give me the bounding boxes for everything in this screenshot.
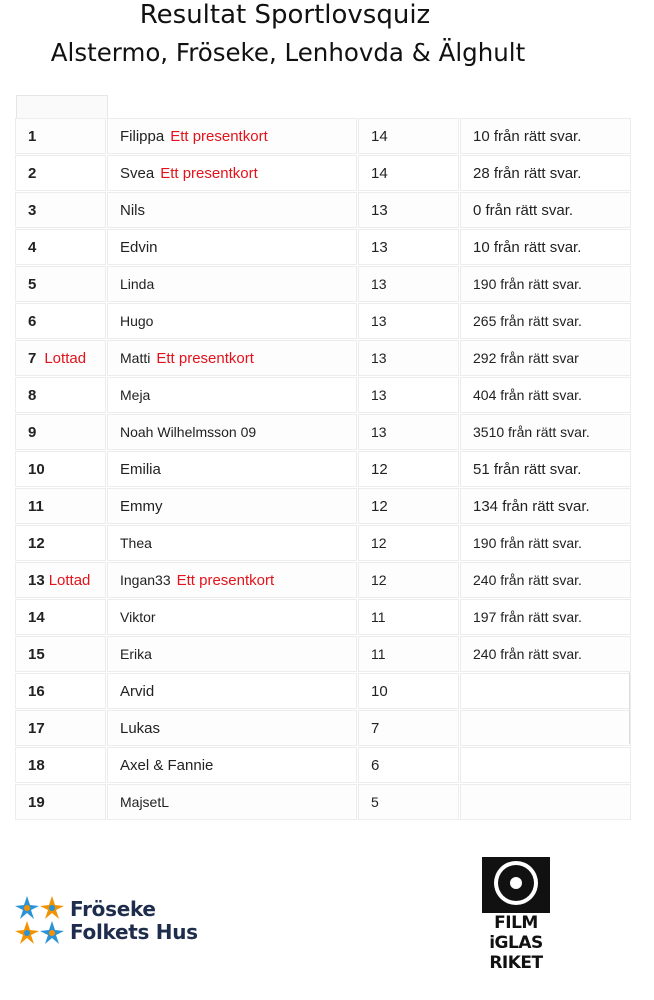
- rank-value: 12: [28, 534, 45, 552]
- film-logo-text: [478, 913, 554, 973]
- score-cell: 12: [359, 452, 458, 486]
- score-cell: 13: [359, 304, 458, 338]
- name-cell: [108, 341, 356, 375]
- distance-cell: [461, 674, 630, 708]
- rank-cell: [16, 452, 105, 486]
- score-cell: 13: [359, 415, 458, 449]
- distance-cell: 0 från rätt svar.: [461, 193, 630, 227]
- participant-name: Erika: [120, 646, 152, 662]
- score-cell: 7: [359, 711, 458, 745]
- distance-cell: [461, 748, 630, 782]
- table-row: [16, 192, 630, 229]
- table-row: [16, 303, 630, 340]
- name-cell: [108, 378, 356, 412]
- distance-cell: [461, 711, 630, 745]
- rank-cell: [16, 600, 105, 634]
- name-cell: [108, 637, 356, 671]
- table-row: [16, 599, 630, 636]
- rank-value: 17: [28, 719, 45, 737]
- name-cell: [108, 230, 356, 264]
- rank-cell: [16, 785, 105, 819]
- table-row: [16, 784, 630, 821]
- rank-cell: [16, 748, 105, 782]
- rank-cell: [16, 119, 105, 153]
- table-row: [16, 636, 630, 673]
- table-row: [16, 673, 630, 710]
- score-cell: 10: [359, 674, 458, 708]
- rank-cell: [16, 304, 105, 338]
- participant-name: Arvid: [120, 682, 155, 700]
- rank-cell: [16, 267, 105, 301]
- name-cell: [108, 748, 356, 782]
- score-cell: 13: [359, 267, 458, 301]
- score-cell: 11: [359, 600, 458, 634]
- rank-value: 7: [28, 349, 37, 367]
- prize-label: Ett presentkort: [176, 571, 275, 589]
- rank-value: 6: [28, 312, 37, 330]
- rank-cell: [16, 637, 105, 671]
- score-cell: 13: [359, 341, 458, 375]
- participant-name: Svea: [120, 164, 155, 182]
- name-cell: [108, 600, 356, 634]
- distance-cell: 51 från rätt svar.: [461, 452, 630, 486]
- name-cell: [108, 489, 356, 523]
- results-table: [16, 118, 630, 821]
- distance-cell: 10 från rätt svar.: [461, 119, 630, 153]
- rank-value: 4: [28, 238, 37, 256]
- rank-value: 3: [28, 201, 37, 219]
- rank-value: 11: [28, 497, 44, 515]
- participant-name: Axel & Fannie: [120, 756, 214, 774]
- page-subtitle: Alstermo, Fröseke, Lenhovda & Älghult: [50, 38, 526, 67]
- rank-value: 19: [28, 793, 45, 811]
- distance-cell: 404 från rätt svar.: [461, 378, 630, 412]
- name-cell: [108, 415, 356, 449]
- table-edge-line: [629, 672, 630, 744]
- score-cell: 14: [359, 119, 458, 153]
- participant-name: Linda: [120, 276, 155, 292]
- rank-cell: [16, 526, 105, 560]
- participant-name: Thea: [120, 535, 152, 551]
- name-cell: [108, 785, 356, 819]
- score-cell: 6: [359, 748, 458, 782]
- rank-cell: [16, 341, 105, 375]
- rank-cell: [16, 378, 105, 412]
- rank-value: 15: [28, 645, 45, 663]
- name-cell: [108, 674, 356, 708]
- distance-cell: 190 från rätt svar.: [461, 526, 630, 560]
- prize-label: Ett presentkort: [170, 127, 268, 145]
- table-row: [16, 747, 630, 784]
- rank-cell: [16, 489, 105, 523]
- name-cell: [108, 119, 356, 153]
- score-cell: 13: [359, 378, 458, 412]
- rank-cell: [16, 711, 105, 745]
- table-row: [16, 710, 630, 747]
- participant-name: Meja: [120, 387, 151, 403]
- rank-cell: [16, 193, 105, 227]
- froseke-line2: Folkets Hus: [70, 920, 198, 944]
- table-row: [16, 340, 630, 377]
- distance-cell: 10 från rätt svar.: [461, 230, 630, 264]
- participant-name: Emilia: [120, 460, 161, 478]
- table-row: [16, 266, 630, 303]
- table-row: [16, 488, 630, 525]
- rank-value: 16: [28, 682, 45, 700]
- participant-name: Filippa: [120, 127, 165, 145]
- name-cell: [108, 304, 356, 338]
- rank-cell: [16, 674, 105, 708]
- score-cell: 14: [359, 156, 458, 190]
- distance-cell: 134 från rätt svar.: [461, 489, 630, 523]
- participant-name: Noah Wilhelmsson 09: [120, 424, 257, 440]
- table-row: [16, 377, 630, 414]
- distance-cell: 3510 från rätt svar.: [461, 415, 630, 449]
- prize-label: Ett presentkort: [156, 349, 254, 367]
- participant-name: Hugo: [120, 313, 154, 329]
- participant-name: Viktor: [120, 609, 156, 625]
- table-row: [16, 118, 630, 155]
- table-row: [16, 525, 630, 562]
- table-row: [16, 562, 630, 599]
- lottad-label: Lottad: [48, 571, 91, 589]
- distance-cell: 240 från rätt svar.: [461, 637, 630, 671]
- participant-name: Matti: [120, 350, 151, 366]
- name-cell: [108, 711, 356, 745]
- distance-cell: 292 från rätt svar: [461, 341, 630, 375]
- participant-name: Ingan33: [120, 572, 171, 588]
- rank-cell: [16, 230, 105, 264]
- page-title: Resultat Sportlovsquiz: [139, 0, 431, 30]
- table-row: [16, 155, 630, 192]
- film-line2: iGLAS: [489, 933, 543, 953]
- name-cell: [108, 267, 356, 301]
- distance-cell: 190 från rätt svar.: [461, 267, 630, 301]
- name-cell: [108, 563, 356, 597]
- rank-value: 14: [28, 608, 45, 626]
- froseke-logo-text: [70, 898, 198, 944]
- rank-value: 5: [28, 275, 37, 293]
- film-line3: RIKET: [489, 953, 543, 973]
- score-cell: 12: [359, 526, 458, 560]
- distance-cell: 265 från rätt svar.: [461, 304, 630, 338]
- distance-cell: 197 från rätt svar.: [461, 600, 630, 634]
- distance-cell: 28 från rätt svar.: [461, 156, 630, 190]
- rank-value: 8: [28, 386, 37, 404]
- rank-value: 18: [28, 756, 45, 774]
- rank-cell: [16, 563, 105, 597]
- participant-name: Emmy: [120, 497, 163, 515]
- participant-name: MajsetL: [120, 794, 170, 810]
- table-tab-stub: [16, 95, 108, 119]
- distance-cell: 240 från rätt svar.: [461, 563, 630, 597]
- rank-value: 9: [28, 423, 37, 441]
- froseke-line1: Fröseke: [70, 897, 156, 921]
- prize-label: Ett presentkort: [160, 164, 258, 182]
- rank-value: 1: [28, 127, 37, 145]
- score-cell: 13: [359, 193, 458, 227]
- participant-name: Lukas: [120, 719, 161, 737]
- rank-value: 2: [28, 164, 37, 182]
- table-row: [16, 451, 630, 488]
- film-line1: FILM: [494, 913, 538, 933]
- rank-cell: [16, 156, 105, 190]
- score-cell: 13: [359, 230, 458, 264]
- participant-name: Edvin: [120, 238, 158, 256]
- score-cell: 5: [359, 785, 458, 819]
- participant-name: Nils: [120, 201, 145, 219]
- rank-cell: [16, 415, 105, 449]
- name-cell: [108, 526, 356, 560]
- name-cell: [108, 193, 356, 227]
- name-cell: [108, 452, 356, 486]
- score-cell: 11: [359, 637, 458, 671]
- rank-value: 10: [28, 460, 45, 478]
- rank-value: 13: [28, 571, 45, 589]
- table-row: [16, 414, 630, 451]
- table-row: [16, 229, 630, 266]
- score-cell: 12: [359, 563, 458, 597]
- distance-cell: [461, 785, 630, 819]
- name-cell: [108, 156, 356, 190]
- score-cell: 12: [359, 489, 458, 523]
- lottad-label: Lottad: [44, 349, 87, 367]
